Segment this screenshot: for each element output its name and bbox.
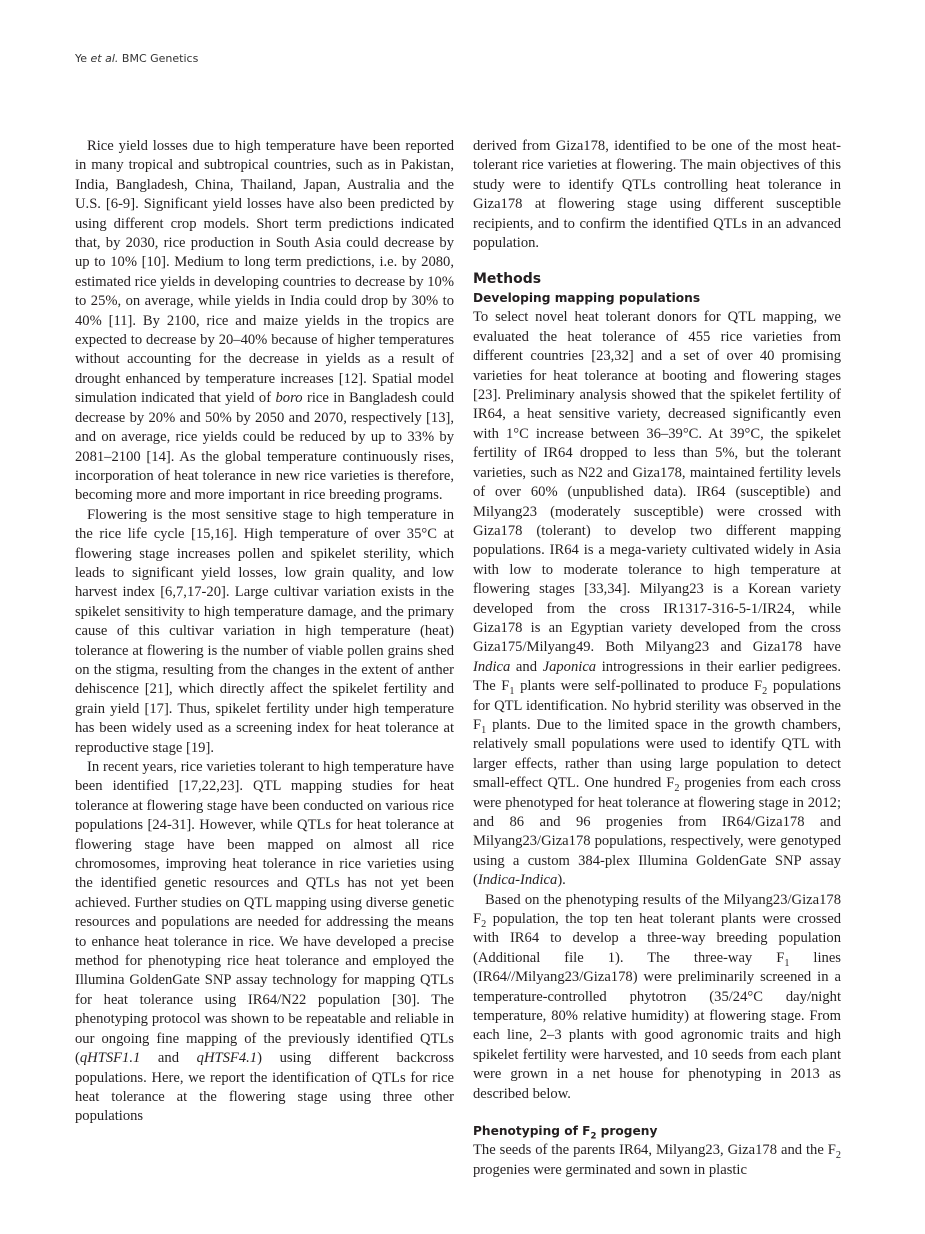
text-run: lines (IR64//Milyang23/Giza178) were preliminarily screened in a temperature-controlled phytotron (35/24°C day/night temperature, 80% relative humidity) at flowering stage. From each line, 2–3 plants with good agronomic traits and high spikelet fertility were harvested, and 10 seeds from each plant were grown in a net house for phenotyping in 2013 as described below.: [473, 949, 841, 1102]
text-run: plants. Due to the limited space in the growth chambers, relatively small populations were used to identify QTL with larger effects, rather than using large population to detect small-effect QTL. One hundred F: [473, 716, 841, 792]
text-run: The seeds of the parents IR64, Milyang23, Giza178 and the F: [473, 1142, 836, 1159]
italic-text: Indica: [473, 658, 511, 675]
subscript: 2: [835, 1150, 841, 1161]
section-heading: [473, 269, 841, 289]
subscript: 2: [762, 686, 768, 698]
text-run: populations for QTL identification. No hybrid sterility was observed in the F: [473, 678, 841, 733]
text-run: In recent years, rice varieties tolerant to high temperature have been identified [17,22,23]. QTL mapping studies for heat tolerance at flowering stage have been conducted on various rice populations [24-31]. However, while QTLs for heat tolerance at flowering stage have been mapped on almost all rice chromosomes, improving heat tolerance in rice varieties using the identified genetic resources and QTLs has not yet been achieved. Further studies on QTL mapping using diverse genetic resources and populations are needed for addressing the means to enhance heat tolerance in rice. We have developed a precise method for phenotyping rice heat tolerance and employed the Illumina GoldenGate SNP assay technology for mapping QTLs for heat tolerance using IR64/N22 population [30]. The phenotyping protocol was shown to be repeatable and reliable in our ongoing fine mapping of the previously identified QTLs (: [75, 759, 454, 1067]
running-head: [75, 52, 198, 65]
subscript: 1: [509, 686, 515, 698]
subscript: 1: [481, 724, 487, 736]
text-run: ) using different backcross populations. Here, we report the identification of QTLs for rice heat tolerance at the flowering stage using three other populations: [75, 1050, 454, 1125]
italic-text: boro: [275, 390, 303, 407]
text-run: progenies were germinated and sown in plastic: [473, 1161, 747, 1178]
running-head-journal: BMC Genetics: [118, 52, 199, 65]
text-run: Flowering is the most sensitive stage to high temperature in the rice life cycle [15,16]. High temperature of over 35°C at flowering stage increases pollen and spikelet sterility, which leads to significant yield losses, low grain quality, and low harvest index [6,7,17-20]. Large cultivar variation exists in the spikelet sensitivity to high temperature damage, and the primary cause of this cultivar variation in high temperature (heat) tolerance at flowering is the number of viable pollen grains shed on the stigma, resulting from the changes in the extent of anther dehiscence [21], which directly affect the spikelet fertility and grain yield [17]. Thus, spikelet fertility under high temperature has been widely used as a screening index for heat tolerance at reproductive stage [19].: [75, 506, 454, 756]
italic-text: Indica-Indica: [477, 872, 558, 889]
left-column: [75, 137, 454, 1127]
paragraph: [75, 506, 454, 758]
text-run: progenies from each cross were phenotyped for heat tolerance at flowering stage in 2012; and 86 and 96 progenies from IR64/Giza178 and Milyang23/Giza178 populations, respectively, were genotyped using a custom 384-plex Illumina GoldenGate SNP assay (: [473, 775, 841, 889]
text-run: progeny: [596, 1124, 658, 1139]
text-run: rice in Bangladesh could decrease by 20% and 50% by 2050 and 2070, respectively [13], and on average, rice yields could be reduced by up to 33% by 2081–2100 [14]. As the global temperature continuously rises, incorporation of heat tolerance in new rice varieties is therefore, becoming more and more important in rice breeding programs.: [75, 390, 454, 504]
text-run: derived from Giza178, identified to be one of the most heat-tolerant rice varieties at flowering. The main objectives of this study were to identify QTLs controlling heat tolerance in Giza178 at flowering stage using different susceptible recipients, and to confirm the identified QTLs in an advanced population.: [473, 138, 841, 252]
text-run: Methods: [473, 271, 542, 288]
italic-text: qHTSF1.1: [79, 1050, 141, 1067]
subscript: 2: [481, 918, 487, 930]
running-head-etal: et al.: [90, 52, 119, 65]
paragraph: [473, 308, 841, 890]
subsection-heading: [473, 1122, 841, 1141]
text-run: Phenotyping of F: [473, 1124, 591, 1139]
text-run: Developing mapping populations: [473, 291, 701, 306]
italic-text: Japonica: [542, 658, 597, 675]
text-run: and: [140, 1050, 197, 1067]
text-run: ).: [557, 872, 566, 889]
subscript: 2: [590, 1131, 597, 1142]
text-run: plants were self-pollinated to produce F: [514, 678, 763, 695]
text-run: and: [510, 658, 543, 675]
paragraph: [473, 137, 841, 253]
subscript: 2: [674, 783, 680, 795]
text-run: introgressions in their earlier pedigrees. The F: [473, 658, 841, 695]
paragraph: [473, 891, 841, 1104]
paragraph: [473, 1141, 841, 1180]
text-run: Rice yield losses due to high temperature have been reported in many tropical and subtropical countries, such as in Pakistan, India, Bangladesh, China, Thailand, Japan, Australia and the U.S. [6-9]. Significant yield losses have also been predicted by using different crop models. Short term predictions indicated that, by 2030, rice production in South Asia could decrease by up to 10% [10]. Medium to long term predictions, i.e. by 2080, estimated rice yields in developing countries to decrease by 10% to 25%, on average, while yields in India could drop by 30% to 40% [11]. By 2100, rice and maize yields in the tropics are expected to decrease by 20–40% because of higher temperatures without accounting for the decrease in yields as a result of drought enhanced by temperature increases [12]. Spatial model simulation indicated that yield of: [75, 138, 454, 407]
text-run: To select novel heat tolerant donors for QTL mapping, we evaluated the heat tolerance of 455 rice varieties from different countries [23,32] and a set of over 40 promising varieties for heat tolerance at booting and flowering stages [23]. Preliminary analysis showed that the spikelet fertility of IR64, a heat sensitive variety, decreased significantly even with 1°C increase between 36–39°C. At 39°C, the spikelet fertility of IR64 dropped to less than 5%, but the tolerant varieties, such as N22 and Giza178, maintained fertility levels of over 60% (unpublished data). IR64 (susceptible) and Milyang23 (moderately susceptible) were crossed with Giza178 (tolerant) to develop two different mapping populations. IR64 is a mega-variety cultivated widely in Asia with low to moderate tolerance to high temperature at flowering stages [33,34]. Milyang23 is a Korean variety developed from the cross IR1317-316-5-1/IR24, while Giza178 is an Egyptian variety developed from the cross Giza175/Milyang49. Both Milyang23 and Giza178 have: [473, 309, 841, 656]
right-column: [473, 137, 841, 1180]
text-run: population, the top ten heat tolerant plants were crossed with IR64 to develop a three-way breeding population (Additional file 1). The three-way F: [473, 911, 841, 966]
paragraph: [75, 758, 454, 1127]
subscript: 1: [784, 957, 790, 969]
running-head-author: Ye: [75, 52, 91, 65]
paragraph: [75, 137, 454, 506]
text-run: Based on the phenotyping results of the Milyang23/Giza178 F: [473, 891, 841, 928]
subsection-heading: [473, 289, 841, 308]
italic-text: qHTSF4.1: [196, 1050, 258, 1067]
